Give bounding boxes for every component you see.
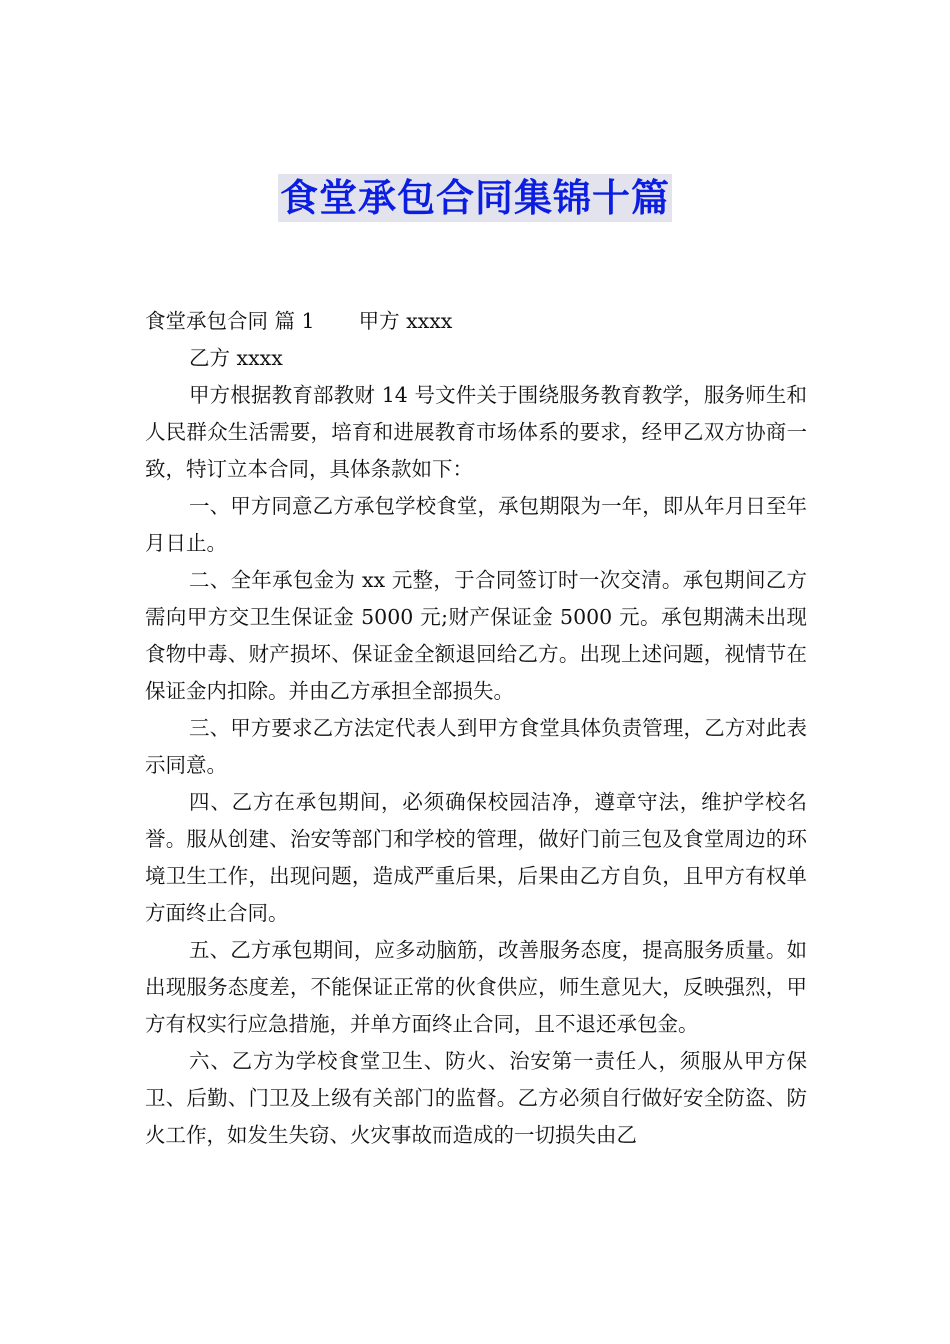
paragraph: 甲方根据教育部教财 14 号文件关于围绕服务教育教学，服务师生和人民群众生活需要，培育和进展教育市场体系的要求，经甲乙双方协商一致，特订立本合同，具体条款如下：	[145, 383, 807, 481]
document-body	[145, 303, 807, 1154]
paragraph: 一、甲方同意乙方承包学校食堂，承包期限为一年，即从年月日至年月日止。	[145, 494, 807, 555]
heading-line	[145, 303, 807, 340]
section-heading: 食堂承包合同 篇 1	[145, 309, 315, 333]
paragraph: 二、全年承包金为 xx 元整，于合同签订时一次交清。承包期间乙方需向甲方交卫生保证金 5000 元;财产保证金 5000 元。承包期满未出现食物中毒、财产损坏、保证金全额退回给乙方。出现上述问题，视情节在保证金内扣除。并由乙方承担全部损失。	[145, 568, 807, 703]
party-b-line: 乙方 xxxx	[189, 346, 283, 370]
paragraph: 六、乙方为学校食堂卫生、防火、治安第一责任人，须服从甲方保卫、后勤、门卫及上级有关部门的监督。乙方必须自行做好安全防盗、防火工作，如发生失窃、火灾事故而造成的一切损失由乙	[145, 1049, 807, 1147]
paragraph: 五、乙方承包期间，应多动脑筋，改善服务态度，提高服务质量。如出现服务态度差，不能保证正常的伙食供应，师生意见大，反映强烈，甲方有权实行应急措施，并单方面终止合同，且不退还承包金。	[145, 938, 807, 1036]
document-title: 食堂承包合同集锦十篇	[279, 176, 670, 220]
paragraph: 四、乙方在承包期间，必须确保校园洁净，遵章守法，维护学校名誉。服从创建、治安等部门和学校的管理，做好门前三包及食堂周边的环境卫生工作，出现问题，造成严重后果，后果由乙方自负，且甲方有权单方面终止合同。	[145, 790, 807, 925]
party-a-line: 甲方 xxxx	[358, 309, 453, 333]
paragraph: 三、甲方要求乙方法定代表人到甲方食堂具体负责管理，乙方对此表示同意。	[145, 716, 807, 777]
title-container	[0, 174, 950, 222]
